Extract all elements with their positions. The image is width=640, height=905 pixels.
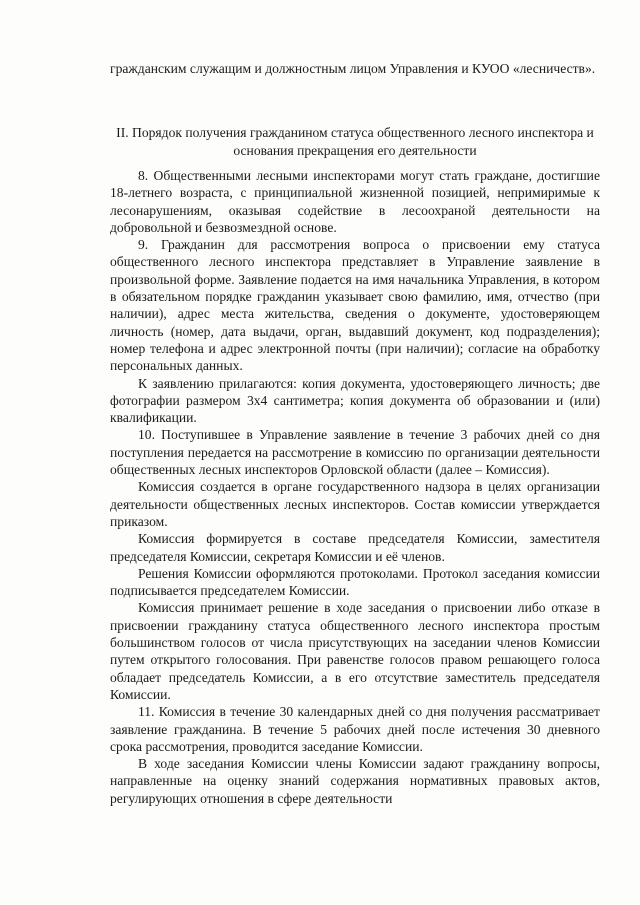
intro-continuation: гражданским служащим и должностным лицом Управления и КУОО «лесничеств». <box>110 61 596 76</box>
paragraph-8: 8. Общественными лесными инспекторами могут стать граждане, достигшие 18-летнего возраста, с принципиальной жизненной позицией, непримиримые к лесонарушениям, оказывая содействие в лесоохраной деятельности на добровольной и безвозмездной основе. <box>110 168 600 235</box>
paragraph-9: 9. Гражданин для рассмотрения вопроса о присвоении ему статуса общественного лесного инспектора представляет в Управление заявление в произвольной форме. Заявление подается на имя начальника Управления, в котором в обязательном порядке гражданин указывает свою фамилию, имя, отчество (при наличии), адрес места жительства, сведения о документе, удостоверяющем личность (номер, дата выдачи, орган, выдавший документ, код подразделения); номер телефона и адрес электронной почты (при наличии); согласие на обработку персональных данных. <box>110 237 600 374</box>
intro-continuation-block <box>110 60 600 77</box>
paragraph-commission-voting: Комиссия принимает решение в ходе заседания о присвоении либо отказе в присвоении гражданину статуса общественного лесного инспектора простым большинством голосов от числа присутствующих на заседании членов Комиссии путем открытого голосования. При равенстве голосов правом решающего голоса обладает председатель Комиссии, а в его отсутствие заместитель председателя Комиссии. <box>110 600 600 702</box>
body-text <box>110 167 600 807</box>
paragraph-meeting-questions: В ходе заседания Комиссии члены Комиссии задают гражданину вопросы, направленные на оценку знаний содержания нормативных правовых актов, регулирующих отношения в сфере деятельности <box>110 756 600 806</box>
paragraph-10: 10. Поступившее в Управление заявление в течение 3 рабочих дней со дня поступления передается на рассмотрение в комиссию по организации деятельности общественных лесных инспекторов Орловской области (далее – Комиссия). <box>110 427 600 478</box>
paragraph-11: 11. Комиссия в течение 30 календарных дней со дня получения рассматривает заявление гражданина. В течение 5 рабочих дней после истечения 30 дневного срока рассмотрения, проводится заседание Комиссии. <box>110 704 600 754</box>
paragraph-commission-decisions: Решения Комиссии оформляются протоколами. Протокол заседания комиссии подписывается председателем Комиссии. <box>110 565 600 599</box>
paragraph-commission-composition: Комиссия формируется в составе председателя Комиссии, заместителя председателя Комиссии, секретаря Комиссии и её членов. <box>110 531 600 564</box>
paragraph-commission-created: Комиссия создается в органе государственного надзора в целях организации деятельности общественных лесных инспекторов. Состав комиссии утверждается приказом. <box>110 479 600 529</box>
paragraph-attachments: К заявлению прилагаются: копия документа, удостоверяющего личность; две фотографии размером 3х4 сантиметра; копия документа об образовании и (или) квалификации. <box>110 375 600 426</box>
section-title: II. Порядок получения гражданином статуса общественного лесного инспектора и основания прекращения его деятельности <box>116 125 594 158</box>
